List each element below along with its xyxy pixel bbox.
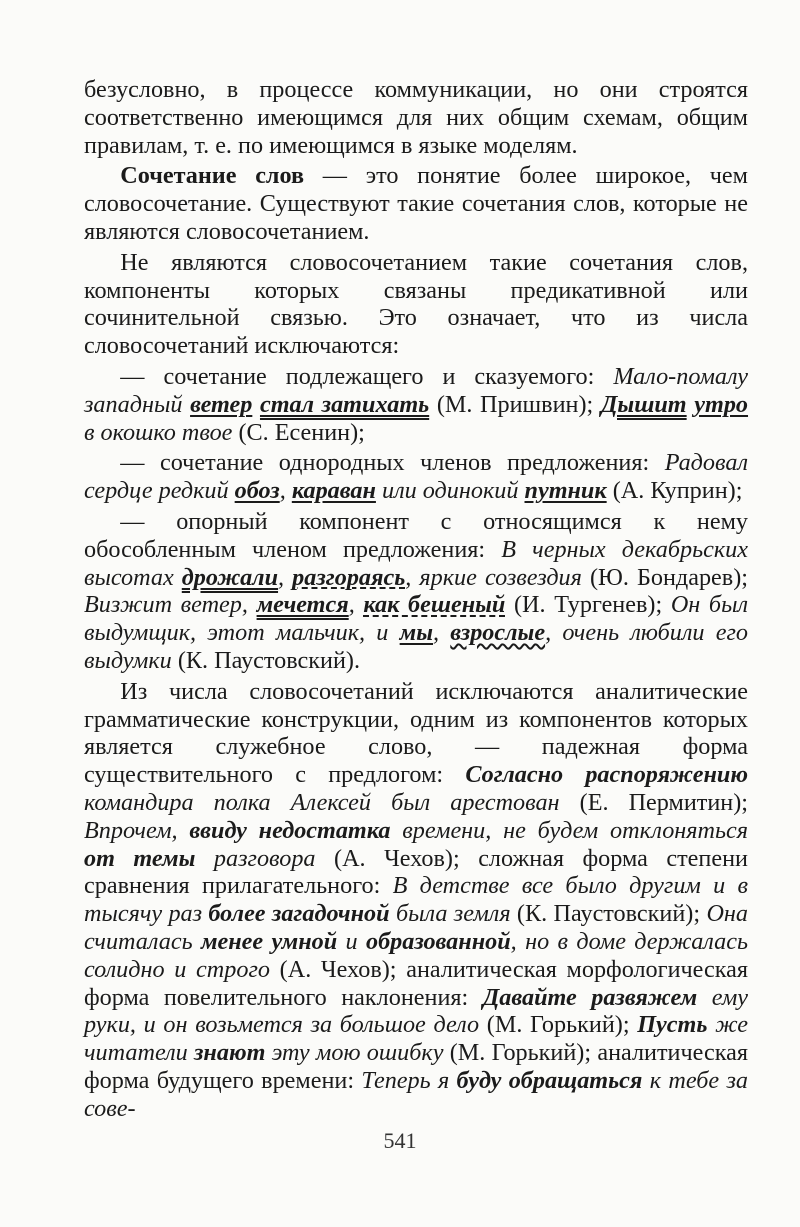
example-text: В черных декабрьских высотах [84, 535, 748, 591]
example-bold: более загадочной [208, 900, 390, 928]
example-text: Теперь я [361, 1066, 457, 1094]
example-source: (А. Куприн); [606, 477, 743, 505]
example-text: и [337, 927, 366, 955]
paragraph-4-text: Из числа словосочетаний исключаются аналитические грамматические конструкции, одним из компонентов которых является служебное слово, — падежная форма существительного с предлогом: [84, 677, 748, 789]
list-item-2 [84, 449, 748, 505]
homogeneous-word: обоз [234, 477, 280, 505]
example-text: в окошко твое [84, 418, 233, 446]
example-text: времени, не будем отклоняться [390, 816, 748, 844]
paragraph-3 [84, 249, 748, 360]
example-source: (К. Паустовский); [510, 900, 707, 928]
example-text: Он был выдумщик, этот мальчик, и [84, 591, 749, 647]
example-text: Визжит ветер, [84, 591, 257, 619]
subject-word: ветер [190, 390, 253, 418]
example-source: (М. Горький); [479, 1011, 638, 1039]
comma: , [433, 619, 451, 647]
predicate-word: Дышит [600, 390, 687, 418]
example-bold: Давайте развяжем [482, 983, 698, 1011]
example-text: , очень любили его выдумки [84, 619, 749, 674]
example-text: была земля [389, 900, 511, 928]
example-text: , яркие созвездия [405, 563, 582, 591]
page-number: 541 [383, 1128, 417, 1153]
comma: , [279, 477, 292, 505]
subject-word: утро [694, 390, 749, 418]
example-text: Впрочем, [84, 816, 190, 844]
list-item-1-intro: — сочетание подлежащего и сказуемого: [120, 362, 614, 390]
page-text [84, 76, 748, 1125]
example-text: разговора [195, 844, 316, 872]
predicate-word: стал затихать [259, 390, 430, 418]
example-source: (М. Пришвин); [429, 390, 601, 418]
list-item-2-intro: — сочетание однородных членов предложения: [120, 449, 665, 477]
example-text: к тебе за сове- [84, 1066, 748, 1122]
example-bold: менее умной [200, 927, 338, 955]
paragraph-4 [84, 678, 748, 1123]
example-text: эту мою ошибку [265, 1039, 444, 1067]
paragraph-2 [84, 162, 748, 245]
example-bold: ввиду недостатка [189, 816, 391, 844]
example-source: (И. Тургенев); [505, 591, 671, 619]
example-source: (Е. Пермитин); [559, 788, 748, 816]
list-item-3-intro: — опорный компонент с относящимся к нему обособленным членом предложения: [84, 507, 748, 563]
example-source: (С. Есенин); [232, 418, 365, 446]
example-source: (А. Чехов); аналитическая морфологическая форма повелительного наклонения: [84, 955, 748, 1011]
example-text: или одинокий [375, 477, 525, 505]
paragraph-1-text: безусловно, в процессе коммуникации, но они строятся соответственно имеющимся для них общим схемам, общим правилам, т. е. по имеющимся в языке моделям. [84, 76, 748, 159]
example-bold: буду обращаться [456, 1066, 643, 1094]
example-bold: образованной [365, 927, 511, 955]
space [252, 391, 260, 418]
paragraph-3-text: Не являются словосочетанием такие сочетания слов, компоненты которых связаны предикативной или сочинительной связью. Это означает, что из числа словосочетаний исключаются: [84, 248, 748, 360]
paragraph-1 [84, 76, 748, 159]
example-text: же читатели [84, 1011, 748, 1067]
term-word-combination: Сочетание слов [120, 162, 305, 190]
paragraph-2-text: — это понятие более широкое, чем словосочетание. Существуют такие сочетания слов, которые не являются словосочетанием. [84, 162, 748, 245]
example-bold: от темы [84, 844, 196, 872]
example-text: Она считалась [84, 900, 748, 955]
predicate-word: дрожали [181, 563, 279, 591]
example-bold: Пусть [637, 1011, 708, 1039]
example-source: (Ю. Бондарев); [581, 563, 748, 591]
example-text: ему руки, и он возьмется за большое дело [84, 983, 748, 1039]
example-bold: Согласно распоряжению [465, 761, 749, 789]
example-text: , но в доме держалась солидно и строго [84, 927, 748, 983]
comma: , [278, 563, 293, 591]
comma: , [348, 591, 364, 619]
adverbial-word: разгораясь [292, 563, 406, 591]
example-bold: знают [194, 1039, 266, 1067]
homogeneous-word: караван [291, 477, 376, 505]
homogeneous-word: путник [524, 477, 607, 505]
example-text: Мало-помалу западный [84, 362, 748, 418]
example-text: В детстве все было другим и в тысячу раз [84, 872, 749, 928]
predicate-word: мечется [256, 591, 349, 619]
example-source: (К. Паустовский). [171, 646, 361, 674]
example-text: Радовал сердце редкий [84, 449, 748, 505]
apposition-word: взрослые [450, 619, 546, 647]
list-item-3 [84, 508, 748, 675]
subject-word: мы [399, 619, 433, 647]
list-item-1 [84, 363, 748, 446]
example-text: командира полка Алексей был арестован [84, 788, 560, 816]
example-source: (М. Горький); аналитическая форма будущего времени: [84, 1039, 748, 1094]
adverbial-word: как бешеный [363, 591, 506, 619]
example-source: (А. Чехов); сложная форма степени сравнения прилагательного: [84, 844, 748, 900]
